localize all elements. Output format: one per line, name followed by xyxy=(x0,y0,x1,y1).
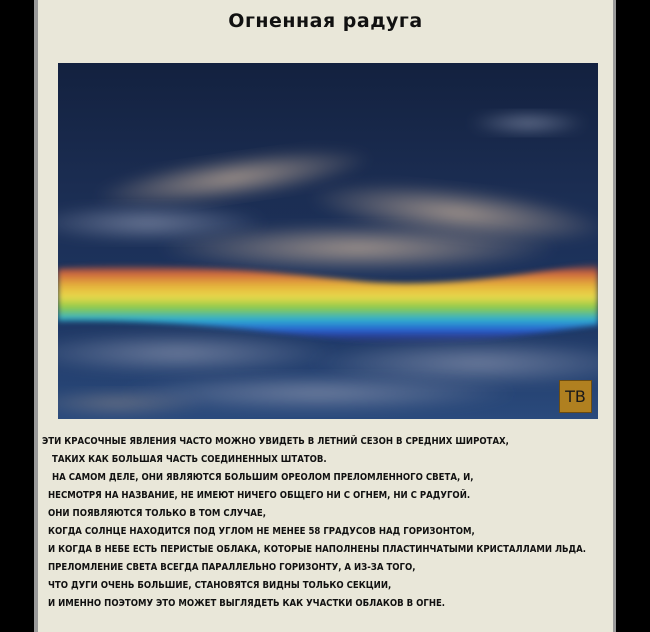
text-line: ТАКИХ КАК БОЛЬШАЯ ЧАСТЬ СОЕДИНЕННЫХ ШТАТОВ. xyxy=(52,454,327,465)
text-line: ЭТИ КРАСОЧНЫЕ ЯВЛЕНИЯ ЧАСТО МОЖНО УВИДЕТЬ В ЛЕТНИЙ СЕЗОН В СРЕДНИХ ШИРОТАХ, xyxy=(42,436,509,447)
text-line: ПРЕЛОМЛЕНИЕ СВЕТА ВСЕГДА ПАРАЛЛЕЛЬНО ГОРИЗОНТУ, А ИЗ-ЗА ТОГО, xyxy=(48,562,416,573)
text-line: НЕСМОТРЯ НА НАЗВАНИЕ, НЕ ИМЕЮТ НИЧЕГО ОБЩЕГО НИ С ОГНЕМ, НИ С РАДУГОЙ. xyxy=(48,490,471,501)
text-line: КОГДА СОЛНЦЕ НАХОДИТСЯ ПОД УГЛОМ НЕ МЕНЕЕ 58 ГРАДУСОВ НАД ГОРИЗОНТОМ, xyxy=(48,526,475,537)
text-line: И ИМЕННО ПОЭТОМУ ЭТО МОЖЕТ ВЫГЛЯДЕТЬ КАК УЧАСТКИ ОБЛАКОВ В ОГНЕ. xyxy=(48,598,446,609)
tv-logo-badge: ТВ xyxy=(559,380,592,413)
sky-image xyxy=(58,63,598,419)
post-title: Огненная радуга xyxy=(228,10,423,32)
text-line: НА САМОМ ДЕЛЕ, ОНИ ЯВЛЯЮТСЯ БОЛЬШИМ ОРЕОЛОМ ПРЕЛОМЛЕННОГО СВЕТА, И, xyxy=(52,472,474,483)
post-card xyxy=(38,0,613,632)
text-line: ЧТО ДУГИ ОЧЕНЬ БОЛЬШИЕ, СТАНОВЯТСЯ ВИДНЫ ТОЛЬКО СЕКЦИИ, xyxy=(48,580,392,591)
text-line: И КОГДА В НЕБЕ ЕСТЬ ПЕРИСТЫЕ ОБЛАКА, КОТОРЫЕ НАПОЛНЕНЫ ПЛАСТИНЧАТЫМИ КРИСТАЛЛАМИ ЛЬДА. xyxy=(48,544,587,555)
right-border xyxy=(613,0,616,632)
text-line: ОНИ ПОЯВЛЯЮТСЯ ТОЛЬКО В ТОМ СЛУЧАЕ, xyxy=(48,508,266,519)
fire-rainbow-photo xyxy=(58,63,598,419)
